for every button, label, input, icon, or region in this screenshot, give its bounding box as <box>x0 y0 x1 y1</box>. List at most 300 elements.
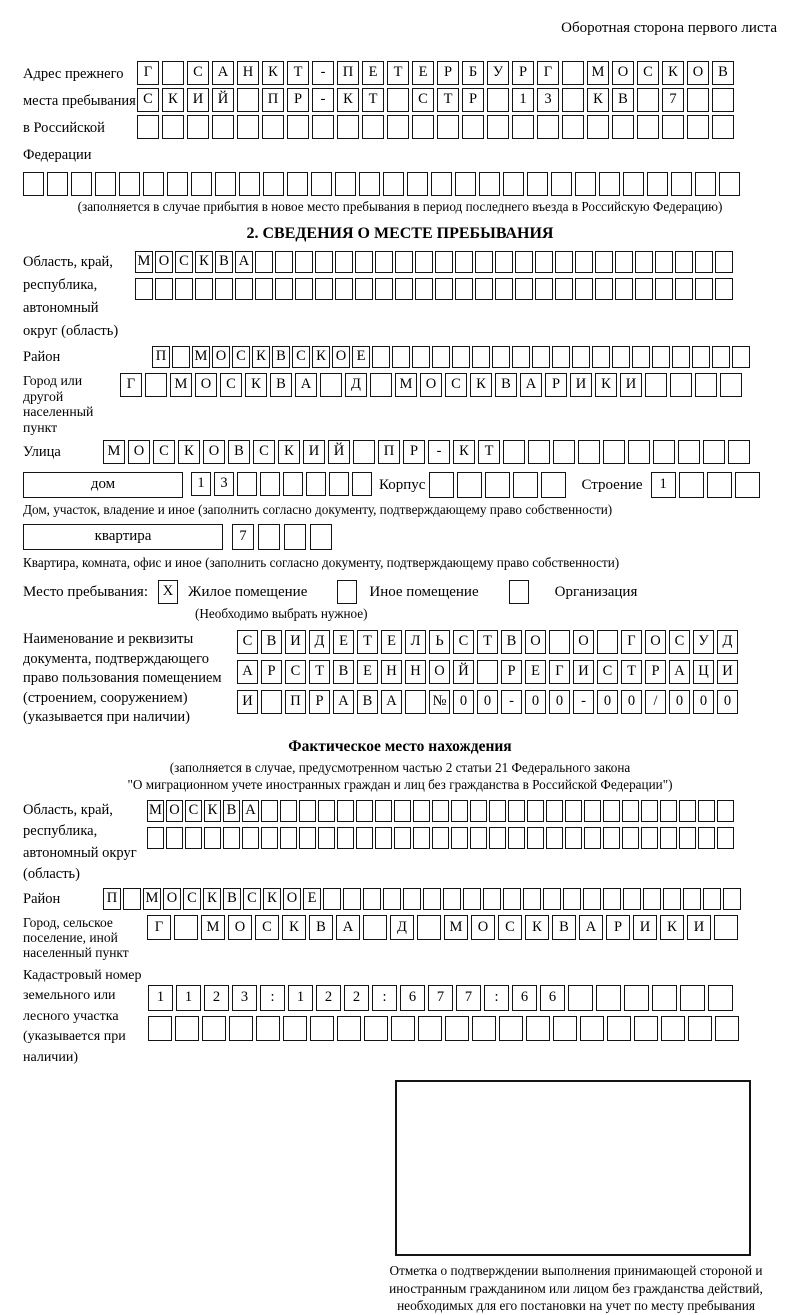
char-cell[interactable]: К <box>525 915 549 940</box>
char-cell[interactable] <box>255 278 273 300</box>
char-cell[interactable] <box>675 278 693 300</box>
char-cell[interactable] <box>732 346 750 368</box>
char-cell[interactable] <box>320 373 342 397</box>
char-cell[interactable] <box>258 524 280 550</box>
char-cell[interactable] <box>535 251 553 273</box>
char-cell[interactable]: Е <box>357 660 378 684</box>
char-cell[interactable] <box>615 278 633 300</box>
char-cell[interactable] <box>527 827 544 849</box>
char-cell[interactable] <box>508 800 525 822</box>
char-cell[interactable]: 0 <box>525 690 546 714</box>
char-cell[interactable] <box>660 800 677 822</box>
char-cell[interactable]: У <box>693 630 714 654</box>
char-cell[interactable]: П <box>103 888 121 910</box>
char-cell[interactable]: Н <box>405 660 426 684</box>
char-cell[interactable]: Г <box>549 660 570 684</box>
char-cell[interactable]: К <box>453 440 475 464</box>
char-cell[interactable]: 2 <box>204 985 229 1011</box>
char-cell[interactable] <box>312 115 334 139</box>
char-cell[interactable]: Г <box>537 61 559 85</box>
char-cell[interactable] <box>387 88 409 112</box>
char-cell[interactable] <box>687 88 709 112</box>
char-cell[interactable] <box>549 630 570 654</box>
char-cell[interactable] <box>708 985 733 1011</box>
char-cell[interactable]: С <box>183 888 201 910</box>
char-cell[interactable]: В <box>612 88 634 112</box>
char-cell[interactable]: - <box>573 690 594 714</box>
char-cell[interactable] <box>148 1016 172 1041</box>
char-cell[interactable] <box>612 346 630 368</box>
char-cell[interactable] <box>415 278 433 300</box>
char-cell[interactable] <box>262 115 284 139</box>
char-cell[interactable] <box>692 346 710 368</box>
char-cell[interactable]: С <box>187 61 209 85</box>
char-cell[interactable] <box>546 827 563 849</box>
char-cell[interactable] <box>499 1016 523 1041</box>
char-cell[interactable] <box>688 1016 712 1041</box>
char-cell[interactable] <box>719 172 740 196</box>
char-cell[interactable]: 0 <box>597 690 618 714</box>
char-cell[interactable] <box>412 346 430 368</box>
char-cell[interactable]: Т <box>477 630 498 654</box>
char-cell[interactable]: М <box>395 373 417 397</box>
char-cell[interactable] <box>532 346 550 368</box>
char-cell[interactable]: С <box>175 251 193 273</box>
char-cell[interactable] <box>235 278 253 300</box>
char-cell[interactable] <box>728 440 750 464</box>
char-cell[interactable] <box>362 115 384 139</box>
char-cell[interactable]: Д <box>309 630 330 654</box>
char-cell[interactable] <box>580 1016 604 1041</box>
char-cell[interactable] <box>355 278 373 300</box>
char-cell[interactable]: 1 <box>176 985 201 1011</box>
char-cell[interactable]: Р <box>606 915 630 940</box>
char-cell[interactable]: И <box>573 660 594 684</box>
char-cell[interactable]: К <box>178 440 200 464</box>
char-cell[interactable]: И <box>285 630 306 654</box>
char-cell[interactable]: К <box>660 915 684 940</box>
char-cell[interactable]: Р <box>287 88 309 112</box>
char-cell[interactable] <box>261 690 282 714</box>
char-cell[interactable]: А <box>235 251 253 273</box>
char-cell[interactable] <box>475 278 493 300</box>
char-cell[interactable] <box>735 472 760 498</box>
char-cell[interactable]: В <box>309 915 333 940</box>
char-cell[interactable] <box>503 888 521 910</box>
char-cell[interactable]: М <box>587 61 609 85</box>
char-cell[interactable]: И <box>237 690 258 714</box>
char-cell[interactable]: Д <box>345 373 367 397</box>
char-cell[interactable] <box>635 251 653 273</box>
char-cell[interactable]: О <box>612 61 634 85</box>
char-cell[interactable] <box>622 827 639 849</box>
char-cell[interactable] <box>162 61 184 85</box>
char-cell[interactable] <box>256 1016 280 1041</box>
char-cell[interactable]: - <box>428 440 450 464</box>
char-cell[interactable] <box>595 278 613 300</box>
char-cell[interactable] <box>623 172 644 196</box>
char-cell[interactable] <box>483 888 501 910</box>
char-cell[interactable] <box>562 61 584 85</box>
char-cell[interactable] <box>678 440 700 464</box>
char-cell[interactable] <box>583 888 601 910</box>
char-cell[interactable]: К <box>282 915 306 940</box>
char-cell[interactable] <box>612 115 634 139</box>
char-cell[interactable] <box>335 278 353 300</box>
char-cell[interactable] <box>623 888 641 910</box>
char-cell[interactable] <box>443 888 461 910</box>
char-cell[interactable] <box>445 1016 469 1041</box>
char-cell[interactable]: С <box>445 373 467 397</box>
char-cell[interactable] <box>523 888 541 910</box>
char-cell[interactable] <box>508 827 525 849</box>
char-cell[interactable]: С <box>412 88 434 112</box>
char-cell[interactable] <box>370 373 392 397</box>
char-cell[interactable]: П <box>337 61 359 85</box>
char-cell[interactable]: 0 <box>549 690 570 714</box>
char-cell[interactable] <box>695 373 717 397</box>
char-cell[interactable]: Е <box>352 346 370 368</box>
char-cell[interactable] <box>568 985 593 1011</box>
char-cell[interactable]: : <box>260 985 285 1011</box>
char-cell[interactable]: О <box>420 373 442 397</box>
char-cell[interactable] <box>537 115 559 139</box>
char-cell[interactable]: В <box>215 251 233 273</box>
char-cell[interactable]: А <box>242 800 259 822</box>
char-cell[interactable] <box>592 346 610 368</box>
char-cell[interactable] <box>470 800 487 822</box>
char-cell[interactable]: О <box>687 61 709 85</box>
char-cell[interactable] <box>237 88 259 112</box>
char-cell[interactable]: В <box>501 630 522 654</box>
char-cell[interactable]: Р <box>309 690 330 714</box>
char-cell[interactable] <box>375 800 392 822</box>
char-cell[interactable] <box>698 827 715 849</box>
char-cell[interactable]: : <box>372 985 397 1011</box>
char-cell[interactable] <box>215 172 236 196</box>
char-cell[interactable]: 2 <box>344 985 369 1011</box>
char-cell[interactable] <box>412 115 434 139</box>
char-cell[interactable]: Е <box>333 630 354 654</box>
char-cell[interactable] <box>695 251 713 273</box>
char-cell[interactable]: О <box>212 346 230 368</box>
char-cell[interactable] <box>703 888 721 910</box>
char-cell[interactable] <box>470 827 487 849</box>
char-cell[interactable] <box>603 440 625 464</box>
char-cell[interactable]: С <box>292 346 310 368</box>
char-cell[interactable] <box>415 251 433 273</box>
checkbox-other-premises[interactable] <box>337 580 357 604</box>
char-cell[interactable] <box>553 1016 577 1041</box>
char-cell[interactable] <box>679 472 704 498</box>
char-cell[interactable]: С <box>285 660 306 684</box>
char-cell[interactable] <box>672 346 690 368</box>
char-cell[interactable]: К <box>245 373 267 397</box>
char-cell[interactable] <box>472 1016 496 1041</box>
char-cell[interactable] <box>287 172 308 196</box>
char-cell[interactable]: Е <box>303 888 321 910</box>
char-cell[interactable] <box>452 346 470 368</box>
char-cell[interactable]: 1 <box>651 472 676 498</box>
char-cell[interactable]: Р <box>512 61 534 85</box>
char-cell[interactable] <box>143 172 164 196</box>
char-cell[interactable] <box>720 373 742 397</box>
char-cell[interactable]: А <box>669 660 690 684</box>
char-cell[interactable] <box>603 888 621 910</box>
char-cell[interactable] <box>202 1016 226 1041</box>
char-cell[interactable]: П <box>262 88 284 112</box>
char-cell[interactable] <box>432 346 450 368</box>
char-cell[interactable]: 1 <box>512 88 534 112</box>
char-cell[interactable]: Е <box>362 61 384 85</box>
char-cell[interactable] <box>229 1016 253 1041</box>
char-cell[interactable] <box>715 278 733 300</box>
char-cell[interactable] <box>337 1016 361 1041</box>
char-cell[interactable]: О <box>573 630 594 654</box>
char-cell[interactable] <box>355 251 373 273</box>
char-cell[interactable] <box>495 251 513 273</box>
char-cell[interactable]: Т <box>309 660 330 684</box>
char-cell[interactable]: Г <box>621 630 642 654</box>
char-cell[interactable]: С <box>453 630 474 654</box>
char-cell[interactable] <box>239 172 260 196</box>
char-cell[interactable] <box>155 278 173 300</box>
char-cell[interactable] <box>451 827 468 849</box>
char-cell[interactable] <box>714 915 738 940</box>
char-cell[interactable]: К <box>595 373 617 397</box>
char-cell[interactable]: Г <box>120 373 142 397</box>
char-cell[interactable]: 2 <box>316 985 341 1011</box>
char-cell[interactable]: Е <box>381 630 402 654</box>
char-cell[interactable]: Й <box>453 660 474 684</box>
char-cell[interactable] <box>647 172 668 196</box>
char-cell[interactable]: К <box>662 61 684 85</box>
char-cell[interactable] <box>394 800 411 822</box>
char-cell[interactable] <box>551 172 572 196</box>
char-cell[interactable]: И <box>633 915 657 940</box>
char-cell[interactable]: С <box>669 630 690 654</box>
char-cell[interactable] <box>723 888 741 910</box>
char-cell[interactable] <box>528 440 550 464</box>
char-cell[interactable]: М <box>192 346 210 368</box>
char-cell[interactable]: К <box>162 88 184 112</box>
char-cell[interactable]: П <box>378 440 400 464</box>
char-cell[interactable]: 0 <box>669 690 690 714</box>
char-cell[interactable] <box>23 172 44 196</box>
char-cell[interactable]: О <box>471 915 495 940</box>
char-cell[interactable] <box>624 985 649 1011</box>
char-cell[interactable]: С <box>137 88 159 112</box>
char-cell[interactable] <box>565 827 582 849</box>
char-cell[interactable] <box>261 800 278 822</box>
char-cell[interactable] <box>395 278 413 300</box>
char-cell[interactable] <box>552 346 570 368</box>
char-cell[interactable] <box>541 472 566 498</box>
char-cell[interactable] <box>135 278 153 300</box>
char-cell[interactable]: Д <box>390 915 414 940</box>
char-cell[interactable]: С <box>153 440 175 464</box>
char-cell[interactable] <box>315 251 333 273</box>
char-cell[interactable]: Д <box>717 630 738 654</box>
char-cell[interactable] <box>679 800 696 822</box>
char-cell[interactable]: О <box>332 346 350 368</box>
char-cell[interactable]: К <box>470 373 492 397</box>
char-cell[interactable]: Т <box>437 88 459 112</box>
char-cell[interactable] <box>204 827 221 849</box>
char-cell[interactable] <box>372 346 390 368</box>
char-cell[interactable] <box>455 172 476 196</box>
char-cell[interactable]: В <box>270 373 292 397</box>
char-cell[interactable] <box>546 800 563 822</box>
char-cell[interactable] <box>318 827 335 849</box>
char-cell[interactable] <box>363 915 387 940</box>
char-cell[interactable]: 0 <box>477 690 498 714</box>
char-cell[interactable]: Г <box>147 915 171 940</box>
char-cell[interactable] <box>683 888 701 910</box>
char-cell[interactable] <box>263 172 284 196</box>
char-cell[interactable]: Г <box>137 61 159 85</box>
char-cell[interactable] <box>451 800 468 822</box>
char-cell[interactable]: А <box>237 660 258 684</box>
char-cell[interactable] <box>437 115 459 139</box>
char-cell[interactable] <box>413 800 430 822</box>
char-cell[interactable] <box>337 827 354 849</box>
char-cell[interactable] <box>615 251 633 273</box>
char-cell[interactable]: Б <box>462 61 484 85</box>
char-cell[interactable]: О <box>128 440 150 464</box>
char-cell[interactable] <box>95 172 116 196</box>
char-cell[interactable] <box>185 827 202 849</box>
char-cell[interactable]: С <box>243 888 261 910</box>
char-cell[interactable]: О <box>195 373 217 397</box>
char-cell[interactable] <box>687 115 709 139</box>
char-cell[interactable] <box>584 827 601 849</box>
char-cell[interactable]: : <box>484 985 509 1011</box>
char-cell[interactable] <box>329 472 349 496</box>
char-cell[interactable] <box>489 800 506 822</box>
char-cell[interactable]: С <box>637 61 659 85</box>
char-cell[interactable] <box>162 115 184 139</box>
char-cell[interactable] <box>527 800 544 822</box>
char-cell[interactable] <box>356 800 373 822</box>
char-cell[interactable] <box>455 251 473 273</box>
char-cell[interactable] <box>299 827 316 849</box>
char-cell[interactable] <box>492 346 510 368</box>
char-cell[interactable] <box>47 172 68 196</box>
char-cell[interactable]: № <box>429 690 450 714</box>
char-cell[interactable] <box>175 1016 199 1041</box>
char-cell[interactable]: С <box>220 373 242 397</box>
char-cell[interactable]: С <box>255 915 279 940</box>
char-cell[interactable] <box>432 800 449 822</box>
char-cell[interactable] <box>543 888 561 910</box>
char-cell[interactable] <box>645 373 667 397</box>
char-cell[interactable]: С <box>237 630 258 654</box>
char-cell[interactable] <box>187 115 209 139</box>
char-cell[interactable] <box>137 115 159 139</box>
char-cell[interactable]: О <box>429 660 450 684</box>
char-cell[interactable]: В <box>333 660 354 684</box>
char-cell[interactable]: И <box>620 373 642 397</box>
char-cell[interactable]: В <box>223 800 240 822</box>
char-cell[interactable]: А <box>579 915 603 940</box>
char-cell[interactable] <box>487 88 509 112</box>
char-cell[interactable] <box>671 172 692 196</box>
char-cell[interactable] <box>284 524 306 550</box>
char-cell[interactable] <box>641 827 658 849</box>
char-cell[interactable] <box>513 472 538 498</box>
char-cell[interactable]: В <box>357 690 378 714</box>
char-cell[interactable] <box>394 827 411 849</box>
char-cell[interactable]: - <box>501 690 522 714</box>
char-cell[interactable] <box>395 251 413 273</box>
char-cell[interactable] <box>703 440 725 464</box>
char-cell[interactable] <box>555 251 573 273</box>
char-cell[interactable] <box>383 888 401 910</box>
char-cell[interactable] <box>596 985 621 1011</box>
char-cell[interactable] <box>707 472 732 498</box>
char-cell[interactable] <box>563 888 581 910</box>
char-cell[interactable] <box>429 472 454 498</box>
char-cell[interactable]: А <box>295 373 317 397</box>
char-cell[interactable] <box>463 888 481 910</box>
char-cell[interactable] <box>435 251 453 273</box>
char-cell[interactable] <box>167 172 188 196</box>
char-cell[interactable] <box>675 251 693 273</box>
char-cell[interactable] <box>634 1016 658 1041</box>
char-cell[interactable]: О <box>166 800 183 822</box>
char-cell[interactable]: 6 <box>540 985 565 1011</box>
char-cell[interactable]: Р <box>545 373 567 397</box>
char-cell[interactable] <box>599 172 620 196</box>
char-cell[interactable]: / <box>645 690 666 714</box>
char-cell[interactable]: Р <box>501 660 522 684</box>
char-cell[interactable]: Т <box>387 61 409 85</box>
char-cell[interactable] <box>587 115 609 139</box>
char-cell[interactable] <box>310 524 332 550</box>
char-cell[interactable] <box>475 251 493 273</box>
char-cell[interactable] <box>717 827 734 849</box>
char-cell[interactable] <box>485 472 510 498</box>
char-cell[interactable] <box>405 690 426 714</box>
char-cell[interactable] <box>487 115 509 139</box>
checkbox-living-quarters[interactable]: X <box>158 580 178 604</box>
char-cell[interactable] <box>632 346 650 368</box>
char-cell[interactable]: О <box>228 915 252 940</box>
char-cell[interactable]: Й <box>328 440 350 464</box>
char-cell[interactable]: К <box>278 440 300 464</box>
char-cell[interactable]: И <box>187 88 209 112</box>
char-cell[interactable] <box>283 472 303 496</box>
char-cell[interactable] <box>283 1016 307 1041</box>
char-cell[interactable]: К <box>312 346 330 368</box>
char-cell[interactable] <box>172 346 190 368</box>
char-cell[interactable] <box>603 827 620 849</box>
char-cell[interactable] <box>477 660 498 684</box>
char-cell[interactable] <box>512 115 534 139</box>
char-cell[interactable] <box>363 888 381 910</box>
char-cell[interactable] <box>670 373 692 397</box>
char-cell[interactable] <box>503 440 525 464</box>
char-cell[interactable] <box>575 172 596 196</box>
char-cell[interactable] <box>123 888 141 910</box>
char-cell[interactable] <box>662 115 684 139</box>
char-cell[interactable]: Е <box>412 61 434 85</box>
char-cell[interactable] <box>423 888 441 910</box>
char-cell[interactable] <box>260 472 280 496</box>
char-cell[interactable]: Н <box>237 61 259 85</box>
char-cell[interactable] <box>695 278 713 300</box>
